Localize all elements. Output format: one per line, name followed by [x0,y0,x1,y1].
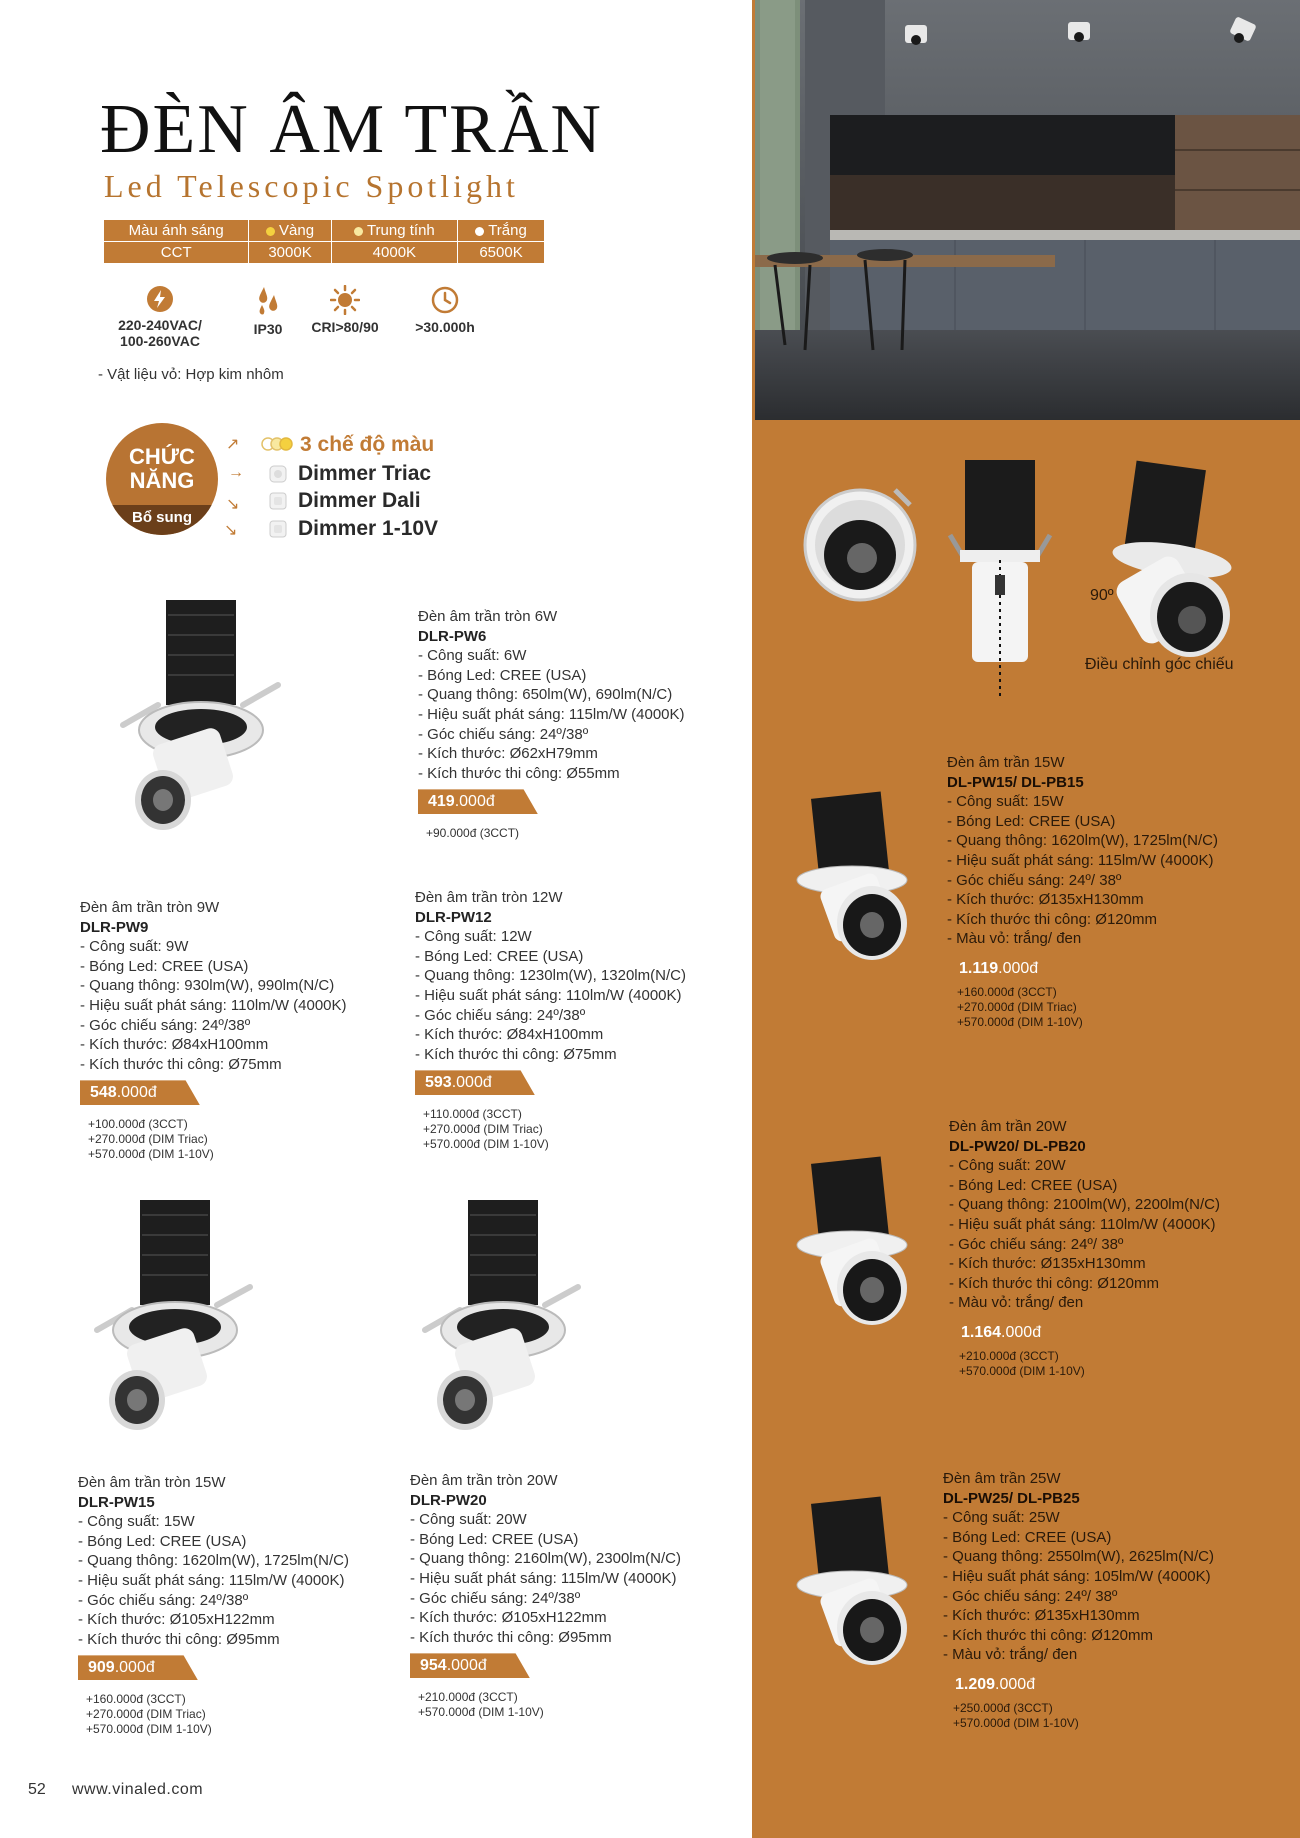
spec-line: - Bóng Led: CREE (USA) [418,666,587,684]
spec-line: - Góc chiếu sáng: 24º/38º [415,1006,586,1024]
price-tag: 593.000đ [415,1070,535,1095]
product-code: DLR-PW6 [418,627,487,645]
option-line: +270.000đ (DIM Triac) [86,1706,206,1721]
spec-line: - Màu vỏ: trắng/ đen [949,1294,1084,1312]
spec-line: - Kích thước thi công: Ø75mm [415,1045,617,1063]
spec-line: - Kích thước: Ø105xH122mm [78,1611,275,1629]
price-label: 1.164.000đ [961,1323,1042,1341]
price-label: 1.119.000đ [959,959,1039,977]
spec-line: - Quang thông: 1620lm(W), 1725lm(N/C) [78,1552,349,1570]
option-line: +270.000đ (DIM Triac) [423,1121,543,1136]
spec-line: - Kích thước: Ø62xH79mm [418,745,598,763]
option-line: +570.000đ (DIM 1-10V) [953,1715,1079,1730]
product-code: DLR-PW15 [78,1493,155,1511]
cct-header-color: Màu ánh sáng [104,220,249,242]
product-image-pw15 [92,1195,262,1440]
spec-line: - Quang thông: 2160lm(W), 2300lm(N/C) [410,1550,681,1568]
spec-line: - Màu vỏ: trắng/ đen [947,930,1082,948]
spec-line: - Hiệu suất phát sáng: 110lm/W (4000K) [949,1215,1216,1233]
price-label: 1.209.000đ [955,1675,1036,1693]
product-code: DL-PW20/ DL-PB20 [949,1137,1086,1155]
spec-line: - Góc chiếu sáng: 24º/ 38º [949,1235,1124,1253]
spec-line: - Hiệu suất phát sáng: 115lm/W (4000K) [418,705,685,723]
spec-line: - Bóng Led: CREE (USA) [80,957,249,975]
option-line: +210.000đ (3CCT) [959,1348,1059,1363]
spec-line: - Công suất: 20W [949,1157,1066,1175]
spec-line: - Công suất: 15W [947,793,1064,811]
product-code: DLR-PW20 [410,1491,487,1509]
option-line: +270.000đ (DIM Triac) [957,999,1077,1014]
option-line: +270.000đ (DIM Triac) [88,1131,208,1146]
spec-line: - Góc chiếu sáng: 24º/38º [418,725,589,743]
spec-line: - Quang thông: 2550lm(W), 2625lm(N/C) [943,1548,1214,1566]
spec-line: - Góc chiếu sáng: 24º/ 38º [943,1587,1118,1605]
spec-line: - Kích thước thi công: Ø95mm [78,1630,280,1648]
features-badge [106,423,218,535]
spec-line: - Kích thước: Ø84xH100mm [415,1026,604,1044]
product-dlr-pw20 [410,1471,740,1720]
cct-label: CCT [104,242,249,264]
spec-line: - Góc chiếu sáng: 24º/38º [410,1589,581,1607]
spec-line: - Hiệu suất phát sáng: 105lm/W (4000K) [943,1567,1211,1585]
material-note: - Vật liệu vỏ: Hợp kim nhôm [98,366,284,383]
white-dot-icon [475,227,484,236]
price-options [418,1690,740,1720]
spec-line: - Công suất: 25W [943,1509,1060,1527]
spec-line: - Công suất: 12W [415,928,532,946]
spec-ip: IP30 [238,285,298,337]
price-options [959,1349,1289,1379]
spec-line: - Kích thước: Ø135xH130mm [949,1255,1146,1273]
arrow-icon: ↘ [224,522,238,539]
feature-color-modes: 3 chế độ màu [300,433,435,456]
price-options [86,1692,408,1737]
product-dlr-pw15 [78,1473,408,1737]
spec-line: - Quang thông: 1230lm(W), 1320lm(N/C) [415,967,686,985]
option-line: +110.000đ (3CCT) [423,1106,522,1121]
spec-cri: CRI>80/90 [300,285,390,335]
product-code: DL-PW15/ DL-PB15 [947,773,1084,791]
option-line: +210.000đ (3CCT) [418,1689,518,1704]
spec-line: - Kích thước: Ø135xH130mm [943,1607,1140,1625]
feature-dimmer-dali: Dimmer Dali [298,489,421,512]
option-line: +90.000đ (3CCT) [426,825,520,840]
option-line: +570.000đ (DIM 1-10V) [418,1704,544,1719]
badge-line2: NĂNG [129,468,195,493]
price-options [88,1117,410,1162]
option-line: +100.000đ (3CCT) [88,1116,188,1131]
spec-line: - Kích thước: Ø84xH100mm [80,1036,269,1054]
spec-line: - Góc chiếu sáng: 24º/38º [78,1591,249,1609]
yellow-dot-icon [266,227,275,236]
spec-line: - Quang thông: 930lm(W), 990lm(N/C) [80,977,335,995]
option-line: +570.000đ (DIM 1-10V) [957,1014,1083,1029]
product-code: DLR-PW12 [415,908,492,926]
spec-line: - Màu vỏ: trắng/ đen [943,1646,1078,1664]
spec-line: - Kích thước thi công: Ø55mm [418,764,620,782]
spec-line: - Bóng Led: CREE (USA) [78,1532,247,1550]
cct-warm-cell: Vàng [249,220,331,242]
price-tag: 909.000đ [78,1655,198,1680]
spec-line: - Quang thông: 650lm(W), 690lm(N/C) [418,686,673,704]
clock-icon [430,285,460,315]
product-dlr-pw9 [80,898,410,1162]
product-dl-pw15 [947,753,1287,1030]
cct-neutral-cell: Trung tính [331,220,457,242]
product-title: Đèn âm trần tròn 6W [418,608,558,625]
spec-line: - Kích thước thi công: Ø75mm [80,1055,282,1073]
spec-line: - Hiệu suất phát sáng: 115lm/W (4000K) [947,851,1214,869]
cct-white-cell: Trắng [458,220,544,242]
product-image-pw6 [118,595,288,840]
price-tag: 954.000đ [410,1653,530,1678]
spec-line: - Kích thước thi công: Ø120mm [943,1626,1153,1644]
option-line: +570.000đ (DIM 1-10V) [423,1136,549,1151]
product-dlr-pw6 [418,607,748,841]
spec-line: - Kích thước: Ø105xH122mm [410,1609,607,1627]
dimmer-switch-icon [268,519,288,544]
angle-caption: Điều chỉnh góc chiếu [1085,656,1234,673]
spec-line: - Bóng Led: CREE (USA) [949,1176,1118,1194]
spec-voltage: 220-240VAC/ 100-260VAC [100,285,220,349]
feature-dimmer-1-10v: Dimmer 1-10V [298,517,439,540]
cct-table [104,220,544,263]
spec-line: - Bóng Led: CREE (USA) [943,1528,1112,1546]
spec-line: - Kích thước thi công: Ø120mm [947,910,1157,928]
spec-line: - Công suất: 6W [418,647,527,665]
dimmer-knob-icon [268,464,288,489]
badge-line3: Bổ sung [106,505,218,535]
product-title: Đèn âm trần tròn 9W [80,899,220,916]
spec-line: - Bóng Led: CREE (USA) [415,947,584,965]
product-dl-pw25 [943,1469,1283,1731]
cct-3000k: 3000K [249,242,331,264]
product-title: Đèn âm trần 15W [947,754,1065,771]
price-tag: 548.000đ [80,1080,200,1105]
price-options [953,1701,1283,1731]
spec-line: - Hiệu suất phát sáng: 110lm/W (4000K) [415,986,682,1004]
price-options [957,985,1287,1030]
spec-line: - Bóng Led: CREE (USA) [947,812,1116,830]
product-dlr-pw12 [415,888,745,1152]
product-title: Đèn âm trần tròn 20W [410,1472,558,1489]
dimmer-switch-icon [268,491,288,516]
product-image-pw20 [420,1195,590,1440]
page-subtitle: Led Telescopic Spotlight [104,168,519,204]
spec-line: - Bóng Led: CREE (USA) [410,1530,579,1548]
product-title: Đèn âm trần 25W [943,1470,1061,1487]
spec-line: - Kích thước thi công: Ø120mm [949,1274,1159,1292]
option-line: +160.000đ (3CCT) [957,984,1057,999]
product-title: Đèn âm trần tròn 15W [78,1474,226,1491]
spec-line: - Công suất: 20W [410,1511,527,1529]
spec-line: - Công suất: 15W [78,1513,195,1531]
option-line: +250.000đ (3CCT) [953,1700,1053,1715]
product-title: Đèn âm trần tròn 12W [415,889,563,906]
product-title: Đèn âm trần 20W [949,1118,1067,1135]
cct-6500k: 6500K [479,244,523,261]
arrow-icon: ↘ [226,496,240,513]
spec-line: - Góc chiếu sáng: 24º/38º [80,1016,251,1034]
arrow-icon: → [228,464,244,481]
price-options [423,1107,745,1152]
spec-line: - Hiệu suất phát sáng: 110lm/W (4000K) [80,996,347,1014]
product-code: DL-PW25/ DL-PB25 [943,1489,1080,1507]
neutral-dot-icon [354,227,363,236]
spec-line: - Hiệu suất phát sáng: 115lm/W (4000K) [410,1569,677,1587]
kitchen-photo [755,0,1300,420]
cct-4000k: 4000K [331,242,457,264]
spec-line: - Kích thước thi công: Ø95mm [410,1628,612,1646]
angle-adjust-illustration [800,450,1240,715]
product-dl-pw20 [949,1117,1289,1379]
option-line: +570.000đ (DIM 1-10V) [86,1721,212,1736]
website-link[interactable]: www.vinaled.com [72,1781,204,1798]
option-line: +570.000đ (DIM 1-10V) [88,1146,214,1161]
spec-line: - Kích thước: Ø135xH130mm [947,891,1144,909]
badge-line1: CHỨC [129,444,195,469]
page-number: 52 [28,1781,46,1798]
angle-label: 90º [1090,587,1114,604]
spec-line: - Hiệu suất phát sáng: 115lm/W (4000K) [78,1571,345,1589]
sun-icon [330,285,360,315]
page-title: ĐÈN ÂM TRẦN [100,91,603,168]
arrow-icon: ↗ [226,436,240,453]
spec-line: - Quang thông: 1620lm(W), 1725lm(N/C) [947,832,1218,850]
spec-line: - Công suất: 9W [80,938,189,956]
product-image-pw25-dl [790,1490,920,1685]
three-color-icon [260,436,294,457]
spec-line: - Góc chiếu sáng: 24º/ 38º [947,871,1122,889]
water-drops-icon [254,285,282,317]
product-image-pw20-dl [790,1150,920,1345]
price-tag: 419.000đ [418,789,538,814]
spec-lifetime: >30.000h [400,285,490,335]
lightning-icon [146,285,174,313]
option-line: +570.000đ (DIM 1-10V) [959,1363,1085,1378]
product-code: DLR-PW9 [80,918,149,936]
feature-dimmer-triac: Dimmer Triac [298,462,432,485]
spec-line: - Quang thông: 2100lm(W), 2200lm(N/C) [949,1196,1220,1214]
product-image-pw15-dl [790,785,920,980]
option-line: +160.000đ (3CCT) [86,1691,186,1706]
price-options [426,826,748,841]
spec-icons [100,285,500,355]
